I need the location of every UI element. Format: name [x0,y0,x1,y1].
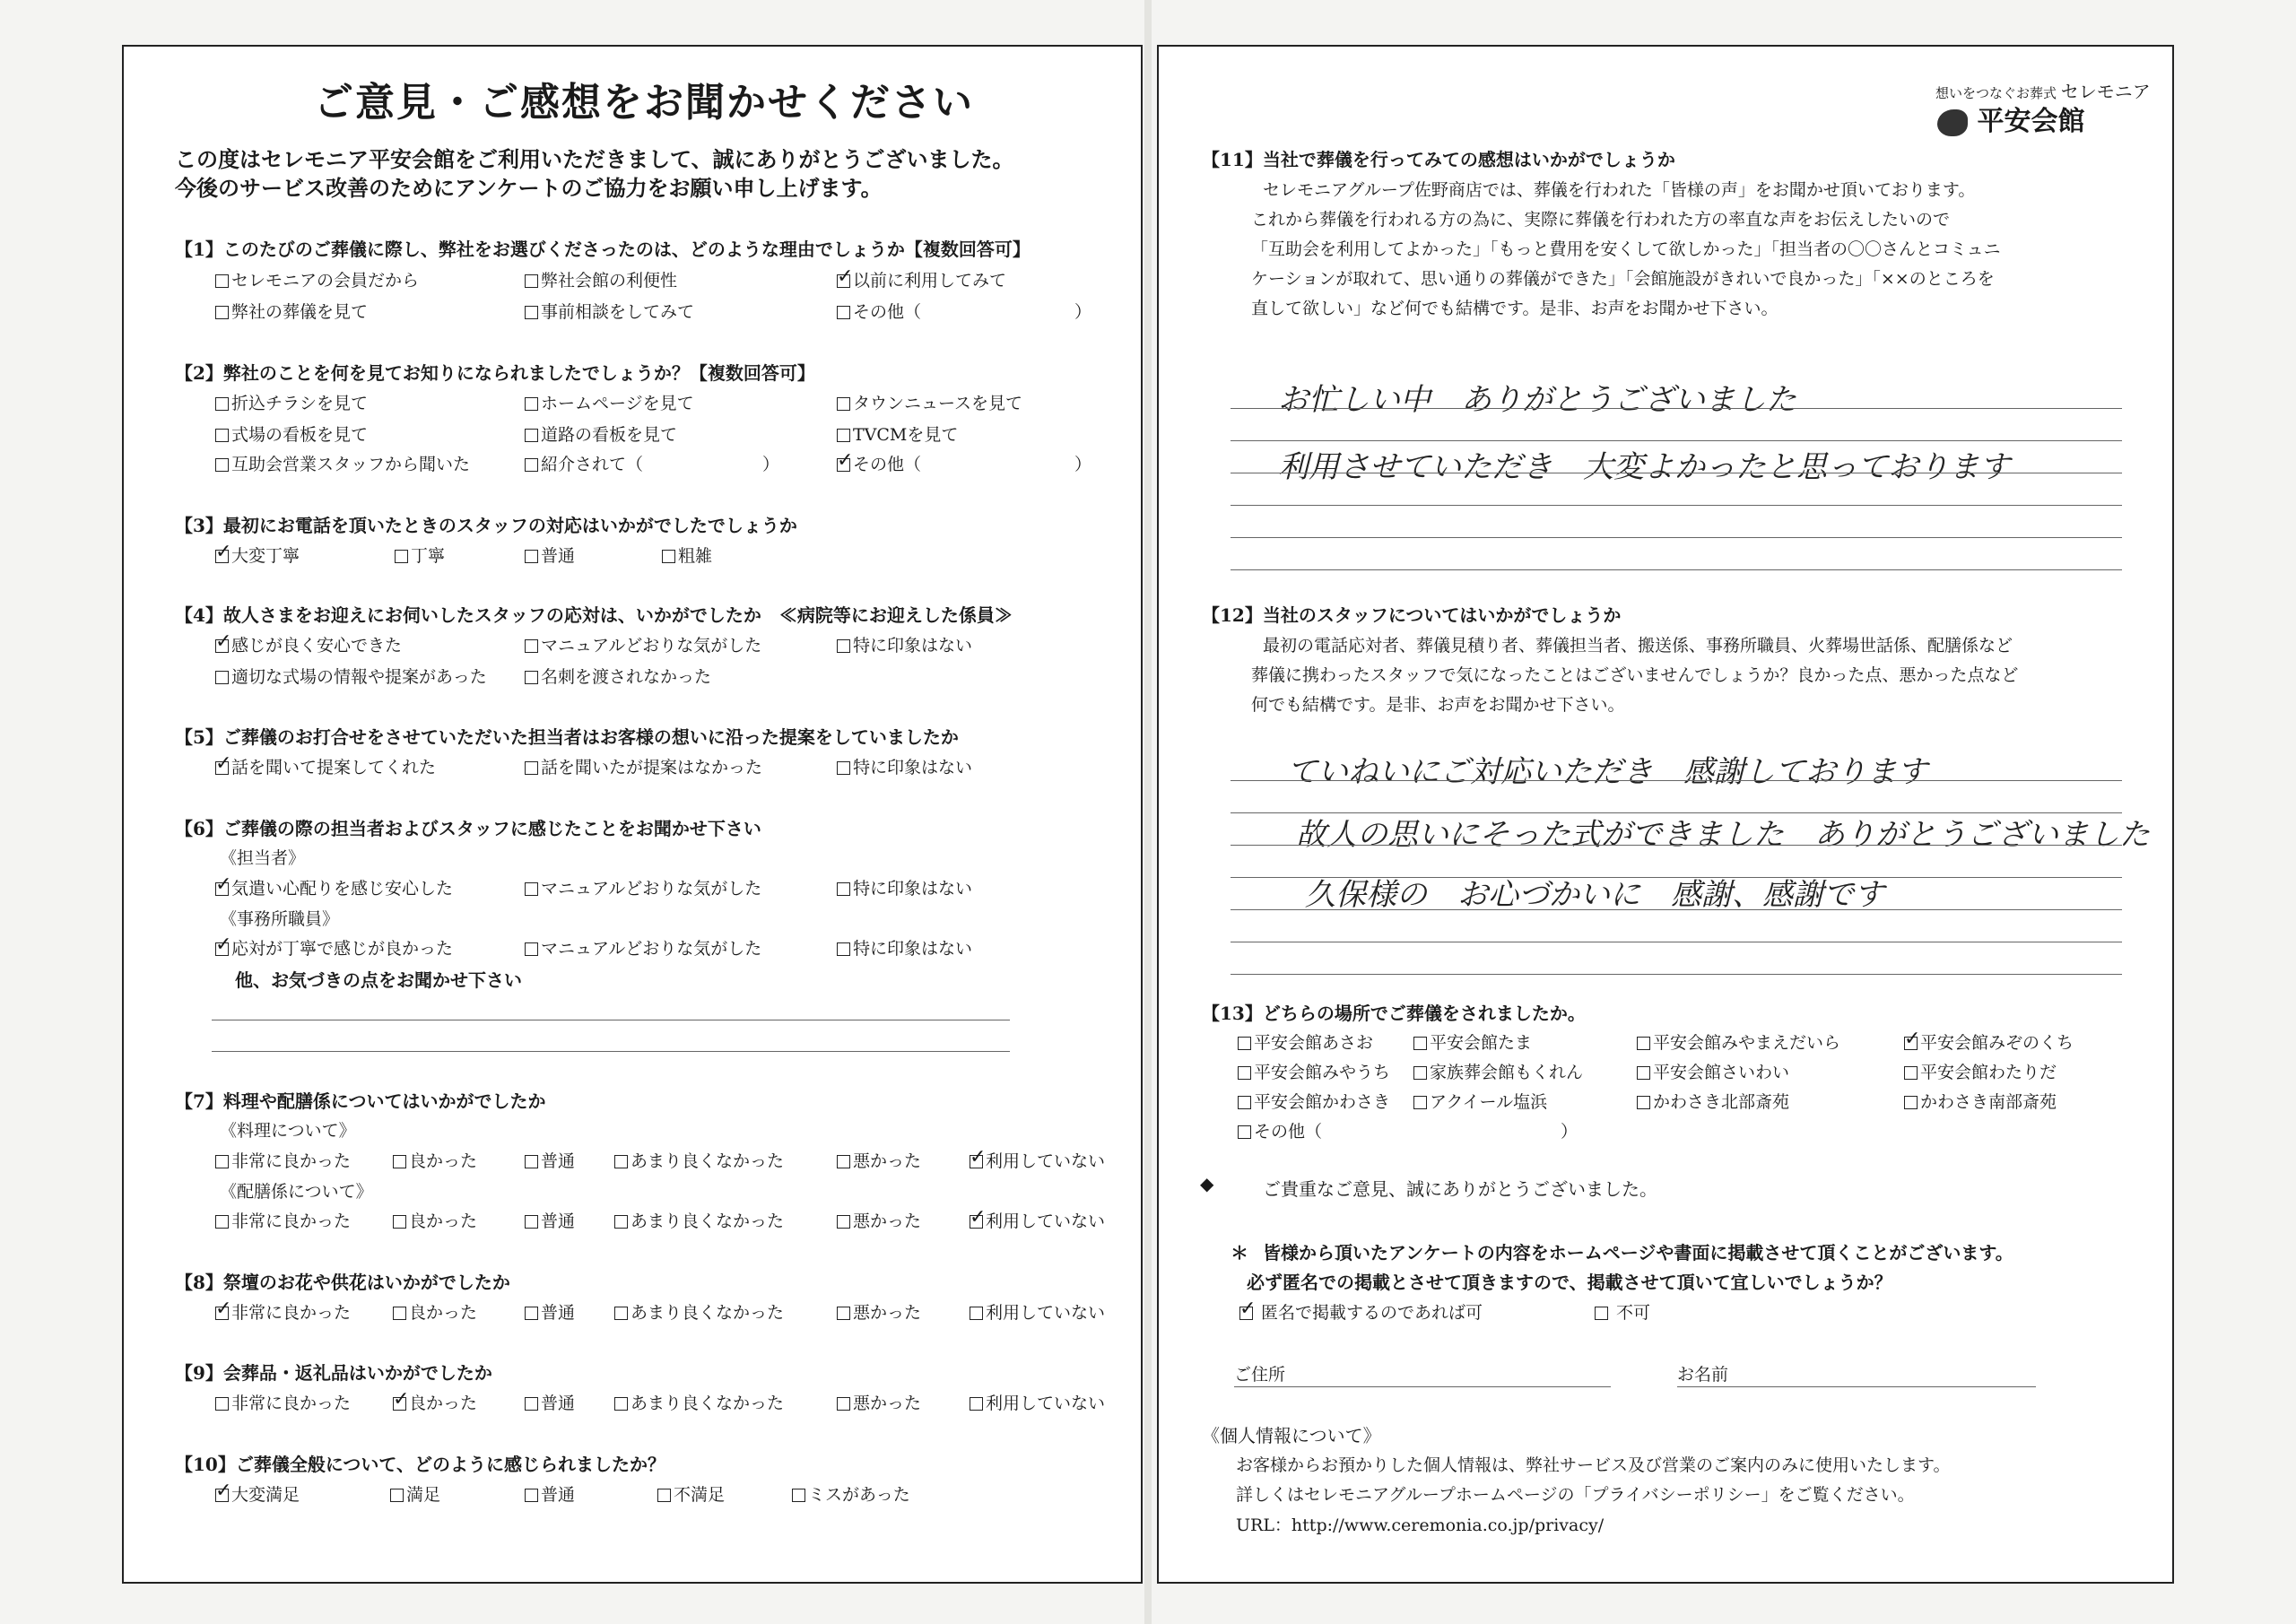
q2-option[interactable]: ✓ その他（ ） [837,451,1091,475]
q13-option[interactable]: 平安会館わたりだ [1904,1059,2057,1083]
checkbox[interactable] [215,671,229,684]
checkbox[interactable] [1238,1125,1251,1139]
checkbox[interactable] [215,1215,229,1229]
checkbox[interactable] [970,1397,983,1411]
page-title: ご意見・ご感想をお聞かせください [314,80,974,126]
checkbox[interactable] [662,550,675,563]
checkbox[interactable] [1238,1037,1251,1050]
q9-option[interactable]: 普通 [525,1390,575,1414]
q12-handwritten-answer: 故人の思いにそった式ができました ありがとうございました [1296,817,2150,853]
checkbox[interactable] [525,429,538,442]
brand-tagline: 想いをつなぐお葬式 セレモニア [1935,81,2151,102]
checkbox[interactable] [393,1215,406,1229]
answer-line[interactable] [1231,845,2122,846]
q10-label: 【10】ご葬儀全般について、どのように感じられましたか？ [175,1454,666,1475]
q13-option[interactable]: ✓ 平安会館みぞのくち [1904,1029,2074,1054]
q3-option[interactable]: ✓大変丁寧 [215,543,300,567]
checkbox[interactable] [1904,1096,1918,1109]
q2-option[interactable]: 式場の看板を見て [215,421,368,446]
checkbox-checked[interactable] [970,1215,983,1229]
q13-label: 【13】どちらの場所でご葬儀をされましたか。 [1202,1003,1586,1024]
q13-option[interactable]: かわさき南部斎苑 [1904,1089,2057,1113]
q9-option[interactable]: 悪かった [837,1390,921,1414]
q4-option[interactable]: ✓感じが良く安心できた [215,632,402,656]
checkbox[interactable] [1637,1037,1650,1050]
answer-line[interactable] [1231,505,2122,506]
q3-option[interactable]: 粗雑 [662,543,712,567]
checkbox[interactable] [215,458,229,472]
checkbox[interactable] [215,397,229,411]
q10-option[interactable]: 満足 [390,1481,440,1506]
answer-line[interactable] [1231,537,2122,538]
intro-line-2: 今後のサービス改善のためにアンケートのご協力をお願い申し上げます。 [175,175,883,201]
q5-option[interactable]: 話を聞いたが提案はなかった [525,754,762,778]
checkbox[interactable] [525,671,538,684]
checkbox[interactable] [1413,1066,1427,1080]
publish-note: 必ず匿名での掲載とさせて頂きますので、掲載させて頂いて宜しいでしょうか？ [1247,1272,1892,1293]
q7-sub-label: 《料理について》 [220,1121,356,1141]
privacy-text: 詳しくはセレモニアグループホームページの「プライバシーポリシー」をご覧ください。 [1236,1485,1915,1505]
answer-line[interactable] [1231,780,2122,781]
q1-option[interactable]: 弊社の葬儀を見て [215,299,368,323]
q12-handwritten-answer: ていねいにご対応いただき 感謝しております [1287,754,1927,790]
q2-option[interactable]: 折込チラシを見て [215,390,368,414]
q7-option[interactable]: あまり良くなかった [614,1208,784,1232]
checkbox[interactable] [215,306,229,319]
checkbox[interactable] [215,274,229,288]
lotus-logo-icon [1937,109,1968,136]
checkbox-checked[interactable] [215,882,229,896]
q9-option[interactable]: ✓ 良かった [393,1390,477,1414]
q4-label: 【4】故人さまをお迎えにお伺いしたスタッフの応対は、いかがでしたか ≪病院等にお迎えした係員≫ [175,604,1013,626]
q7-sub-label: 《配膳係について》 [220,1182,373,1202]
q7-option[interactable]: ✓ 利用していない [970,1208,1105,1232]
q1-option[interactable]: 弊社会館の利便性 [525,267,677,291]
q7-option[interactable]: 普通 [525,1148,575,1172]
checkbox[interactable] [837,1307,850,1320]
q11-label: 【11】当社で葬儀を行ってみての感想はいかがでしょうか [1202,149,1675,170]
checkbox[interactable] [614,1397,628,1411]
q1-option[interactable]: その他（ ） [837,299,1091,323]
q7-option[interactable]: 悪かった [837,1148,921,1172]
asterisk-icon: ＊ [1231,1242,1248,1264]
q6-sub-label: 《事務所職員》 [220,909,340,929]
q7-option[interactable]: 良かった [393,1208,477,1232]
q13-option[interactable]: 平安会館さいわい [1637,1059,1789,1083]
q2-option[interactable]: 紹介されて（ ） [525,451,779,475]
q8-option[interactable]: あまり良くなかった [614,1299,784,1324]
q4-option[interactable]: マニュアルどおりな気がした [525,632,761,656]
checkbox[interactable] [393,1307,406,1320]
brand-logo: 平安会館 [1937,99,2084,138]
q1-option[interactable]: ✓ 以前に利用してみて [837,267,1006,291]
answer-line[interactable] [212,1051,1010,1052]
q1-option[interactable]: セレモニアの会員だから [215,267,419,291]
q13-option[interactable]: 平安会館みやうち [1238,1059,1390,1083]
q10-option[interactable]: 不満足 [657,1481,725,1506]
q6-option[interactable]: マニュアルどおりな気がした [525,935,761,960]
checkbox[interactable] [837,1215,850,1229]
checkbox-checked[interactable] [837,274,850,288]
q11-desc: これから葬儀を行われる方の為に、実際に葬儀を行われた方の率直な声をお伝えしたいので [1251,210,1951,230]
checkbox[interactable] [525,761,538,775]
q13-option[interactable]: 平安会館みやまえだいら [1637,1029,1840,1054]
q4-option[interactable]: 特に印象はない [837,632,972,656]
publish-note: 皆様から頂いたアンケートの内容をホームページや書面に掲載させて頂くことがございます。 [1263,1242,2013,1264]
checkbox-checked[interactable] [1904,1037,1918,1050]
q2-label: 【2】弊社のことを何を見てお知りになられましたでしょうか？【複数回答可】 [175,362,815,384]
checkbox[interactable] [837,397,850,411]
checkbox[interactable] [657,1489,671,1502]
q7-label: 【7】料理や配膳係についてはいかがでしたか [175,1090,546,1112]
checkbox[interactable] [614,1215,628,1229]
q9-label: 【9】会葬品・返礼品はいかがでしたか [175,1362,492,1384]
q1-label: 【1】このたびのご葬儀に際し、弊社をお選びくださったのは、どのような理由でしょうか【複数回答可】 [175,239,1031,260]
q12-desc: 葬儀に携わったスタッフで気になったことはございませんでしょうか？良かった点、悪かった点など [1251,665,2019,685]
q3-label: 【3】最初にお電話を頂いたときのスタッフの対応はいかがでしたでしょうか [175,515,797,536]
checkbox-checked[interactable] [215,639,229,653]
q7-option[interactable]: 普通 [525,1208,575,1232]
q4-option[interactable]: 名刺を渡されなかった [525,664,711,688]
address-input[interactable] [1234,1386,1611,1387]
q7-option[interactable]: 非常に良かった [215,1208,351,1232]
checkbox[interactable] [837,639,850,653]
checkbox[interactable] [1238,1096,1251,1109]
q13-option[interactable]: 家族葬会館もくれん [1413,1059,1583,1083]
q13-option[interactable]: その他（ ） [1238,1118,1578,1142]
answer-line[interactable] [1231,812,2122,813]
consent-option[interactable]: 不可 [1595,1299,1650,1324]
q10-option[interactable]: 普通 [525,1481,575,1506]
q12-label: 【12】当社のスタッフについてはいかがでしょうか [1202,604,1622,626]
answer-line[interactable] [1231,909,2122,910]
q12-desc: 最初の電話応対者、葬儀見積り者、葬儀担当者、搬送係、事務所職員、火葬場世話係、配膳係など [1263,636,2013,656]
checkbox[interactable] [525,1307,538,1320]
q8-option[interactable]: 悪かった [837,1299,921,1324]
q6-option[interactable]: マニュアルどおりな気がした [525,875,761,899]
privacy-title: 《個人情報について》 [1202,1425,1381,1446]
checkbox[interactable] [837,1397,850,1411]
checkbox[interactable] [525,639,538,653]
q8-option[interactable]: 利用していない [970,1299,1105,1324]
diamond-icon: ◆ [1200,1173,1214,1194]
q6-other-label: 他、お気づきの点をお聞かせ下さい [235,969,522,991]
brand-sub: セレモニア [2060,81,2151,102]
checkbox[interactable] [1238,1066,1251,1080]
intro-line-1: この度はセレモニア平安会館をご利用いただきまして、誠にありがとうございました。 [175,146,1014,172]
q8-option[interactable]: ✓非常に良かった [215,1299,351,1324]
checkbox[interactable] [837,429,850,442]
q5-option[interactable]: 特に印象はない [837,754,972,778]
checkbox[interactable] [970,1307,983,1320]
q2-option[interactable]: 道路の看板を見て [525,421,677,446]
q8-option[interactable]: 普通 [525,1299,575,1324]
checkbox[interactable] [837,882,850,896]
checkbox-checked[interactable] [1239,1307,1253,1320]
checkbox[interactable] [525,550,538,563]
q13-option[interactable]: かわさき北部斎苑 [1637,1089,1789,1113]
q13-option[interactable]: 平安会館あさお [1238,1029,1373,1054]
privacy-text: お客様からお預かりした個人情報は、弊社サービス及び営業のご案内のみに使用いたします。 [1236,1455,1951,1475]
q7-option[interactable]: ✓ 利用していない [970,1148,1105,1172]
q11-desc: ケーションが取れて、思い通りの葬儀ができた」「会館施設がきれいで良かった」「××のところを [1251,269,1995,289]
checkbox[interactable] [525,942,538,956]
privacy-url[interactable]: URL：http://www.ceremonia.co.jp/privacy/ [1236,1515,1605,1535]
q1-option[interactable]: 事前相談をしてみて [525,299,694,323]
q6-option[interactable]: ✓応対が丁寧で感じが良かった [215,935,453,960]
checkbox[interactable] [1413,1096,1427,1109]
checkbox[interactable] [1637,1066,1650,1080]
q6-option[interactable]: 特に印象はない [837,935,972,960]
answer-line[interactable] [1231,974,2122,975]
q10-option[interactable]: ✓大変満足 [215,1481,300,1506]
q11-desc: 「互助会を利用してよかった」「もっと費用を安くして欲しかった」「担当者の〇〇さんとコミュニ [1251,239,2001,259]
answer-line[interactable] [1231,877,2122,878]
checkbox-checked[interactable] [970,1155,983,1168]
checkbox[interactable] [525,274,538,288]
checkbox[interactable] [395,550,408,563]
q13-option[interactable]: 平安会館たま [1413,1029,1532,1054]
checkbox[interactable] [837,1155,850,1168]
q9-option[interactable]: 非常に良かった [215,1390,351,1414]
q6-option[interactable]: ✓気遣い心配りを感じ安心した [215,875,453,899]
q6-option[interactable]: 特に印象はない [837,875,972,899]
consent-option[interactable]: ✓ 匿名で掲載するのであれば可 [1239,1299,1483,1324]
q9-option[interactable]: 利用していない [970,1390,1105,1414]
checkbox[interactable] [525,1215,538,1229]
checkbox[interactable] [1637,1096,1650,1109]
thanks-message: ご貴重なご意見、誠にありがとうございました。 [1263,1178,1657,1200]
checkbox[interactable] [215,1397,229,1411]
q4-option[interactable]: 適切な式場の情報や提案があった [215,664,487,688]
checkbox-checked[interactable] [215,761,229,775]
answer-line[interactable] [1231,408,2122,409]
checkbox[interactable] [393,1155,406,1168]
checkbox-checked[interactable] [215,942,229,956]
q5-label: 【5】ご葬儀のお打合せをさせていただいた担当者はお客様の想いに沿った提案をしていましたか [175,726,959,748]
checkbox-checked[interactable] [215,550,229,563]
answer-line[interactable] [1231,440,2122,441]
q6-label: 【6】ご葬儀の際の担当者およびスタッフに感じたことをお聞かせ下さい [175,818,761,839]
q7-option[interactable]: あまり良くなかった [614,1148,784,1172]
checkbox[interactable] [837,761,850,775]
checkbox[interactable] [1904,1066,1918,1080]
checkbox-checked[interactable] [837,458,850,472]
q10-option[interactable]: ミスがあった [792,1481,910,1506]
q7-option[interactable]: 非常に良かった [215,1148,351,1172]
name-input[interactable] [1677,1386,2036,1387]
checkbox[interactable] [1595,1307,1608,1320]
checkbox[interactable] [837,942,850,956]
checkbox[interactable] [215,1155,229,1168]
q3-option[interactable]: 普通 [525,543,575,567]
q12-handwritten-answer: 久保様の お心づかいに 感謝、感謝です [1305,877,1884,913]
q7-option[interactable]: 良かった [393,1148,477,1172]
q2-option[interactable]: ホームページを見て [525,390,694,414]
q2-option[interactable]: 互助会営業スタッフから聞いた [215,451,470,475]
q11-desc: 直して欲しい」など何でも結構です。是非、お声をお聞かせ下さい。 [1251,299,1779,318]
q3-option[interactable]: 丁寧 [395,543,445,567]
checkbox[interactable] [525,397,538,411]
q2-option[interactable]: TVCMを見て [837,421,958,446]
checkbox[interactable] [614,1307,628,1320]
checkbox[interactable] [525,1155,538,1168]
q12-desc: 何でも結構です。是非、お声をお聞かせ下さい。 [1251,695,1625,715]
checkbox[interactable] [614,1155,628,1168]
q5-option[interactable]: ✓話を聞いて提案してくれた [215,754,436,778]
checkbox[interactable] [1413,1037,1427,1050]
checkbox[interactable] [525,882,538,896]
q7-option[interactable]: 悪かった [837,1208,921,1232]
name-label: お名前 [1677,1365,1729,1385]
q11-handwritten-answer: 利用させていただき 大変よかったと思っております [1278,449,2010,485]
q9-option[interactable]: あまり良くなかった [614,1390,784,1414]
q2-option[interactable]: タウンニュースを見て [837,390,1022,414]
q11-desc: セレモニアグループ佐野商店では、葬儀を行われた「皆様の声」をお聞かせ頂いております。 [1263,180,1976,200]
q6-sub-label: 《担当者》 [220,848,306,868]
checkbox[interactable] [390,1489,404,1502]
checkbox[interactable] [525,1397,538,1411]
checkbox[interactable] [215,429,229,442]
checkbox[interactable] [525,458,538,472]
q11-handwritten-answer: お忙しい中 ありがとうございました [1278,382,1796,418]
checkbox[interactable] [525,1489,538,1502]
checkbox[interactable] [792,1489,805,1502]
checkbox-checked[interactable] [393,1397,406,1411]
q13-option[interactable]: 平安会館かわさき [1238,1089,1390,1113]
page-fold [1144,0,1152,1624]
checkbox[interactable] [525,306,538,319]
checkbox[interactable] [837,306,850,319]
checkbox-checked[interactable] [215,1489,229,1502]
checkbox-checked[interactable] [215,1307,229,1320]
q13-option[interactable]: アクイール塩浜 [1413,1089,1547,1113]
answer-line[interactable] [1231,569,2122,570]
q8-label: 【8】祭壇のお花や供花はいかがでしたか [175,1272,510,1293]
address-label: ご住所 [1234,1365,1286,1385]
q8-option[interactable]: 良かった [393,1299,477,1324]
